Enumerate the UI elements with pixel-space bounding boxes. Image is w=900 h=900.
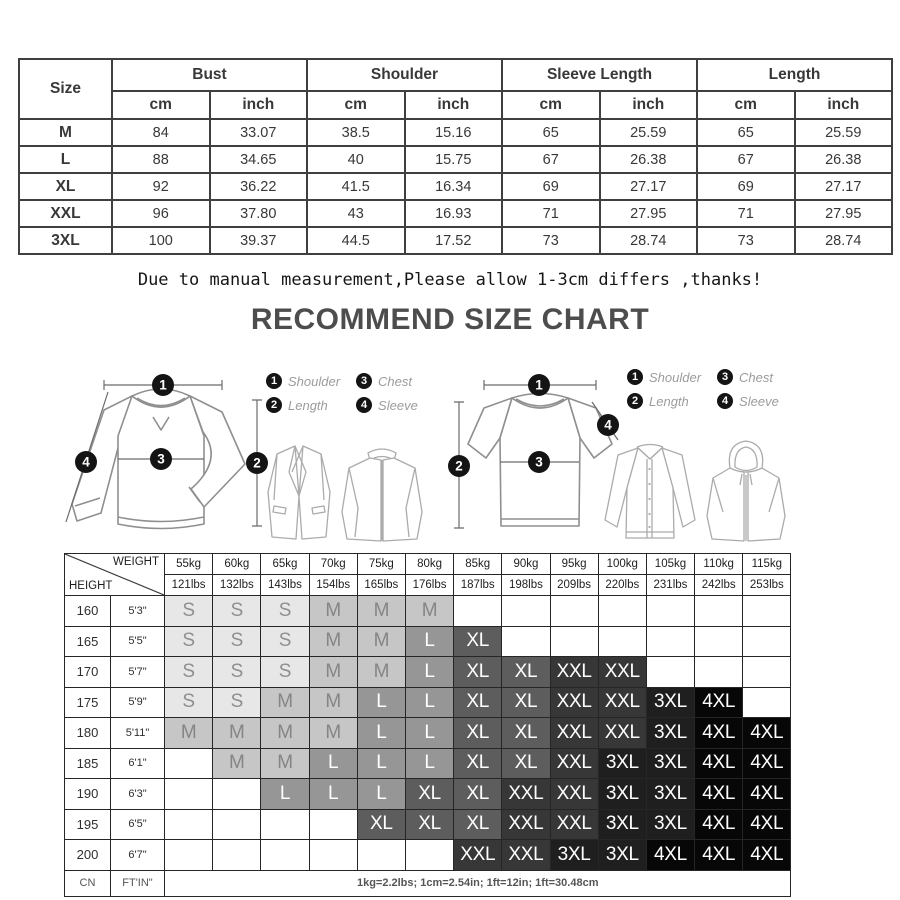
weight-lbs-cell: 198lbs xyxy=(502,575,550,596)
size-label: XL xyxy=(19,173,112,200)
size-cell-s: S xyxy=(213,687,261,718)
measurement-value: 44.5 xyxy=(307,227,405,254)
marker-shoulder-badge xyxy=(152,374,174,396)
size-cell-m: M xyxy=(165,718,213,749)
weight-lbs-cell: 231lbs xyxy=(646,575,694,596)
marker-chest-badge xyxy=(528,451,550,473)
legend-number-badge: 2 xyxy=(266,397,282,413)
matrix-footer-row xyxy=(65,870,791,896)
jacket-figure xyxy=(336,440,428,545)
size-cell-4xl: 4XL xyxy=(695,779,743,810)
size-cell-s: S xyxy=(165,687,213,718)
conversion-note: 1kg=2.2lbs; 1cm=2.54in; 1ft=12in; 1ft=30.48cm xyxy=(165,870,791,896)
size-cell-xl: XL xyxy=(405,779,453,810)
legend-number-badge: 3 xyxy=(356,373,372,389)
size-cell-l: L xyxy=(357,718,405,749)
legend-label: Chest xyxy=(739,369,774,385)
measure-legend-left xyxy=(266,373,418,413)
size-cell-empty xyxy=(695,657,743,688)
measurement-value: 71 xyxy=(502,200,600,227)
size-cell-l: L xyxy=(261,779,309,810)
size-cell-3xl: 3XL xyxy=(646,748,694,779)
size-table-row xyxy=(19,119,892,146)
size-cell-xl: XL xyxy=(454,748,502,779)
measurement-value: 28.74 xyxy=(795,227,893,254)
measurement-value: 15.16 xyxy=(405,119,503,146)
measurement-value: 27.95 xyxy=(600,200,698,227)
weight-lbs-cell: 132lbs xyxy=(213,575,261,596)
weight-lbs-cell: 154lbs xyxy=(309,575,357,596)
size-cell-l: L xyxy=(309,748,357,779)
measurement-value: 27.17 xyxy=(600,173,698,200)
button-shirt-icon xyxy=(600,442,700,544)
size-cell-3xl: 3XL xyxy=(598,809,646,840)
marker-shoulder-badge xyxy=(528,374,550,396)
size-cell-s: S xyxy=(165,657,213,688)
size-cell-empty xyxy=(646,596,694,627)
measurement-value: 73 xyxy=(697,227,795,254)
legend-number-badge: 4 xyxy=(356,397,372,413)
zip-jacket-icon xyxy=(336,440,428,545)
hoodie-figure xyxy=(700,438,792,545)
measure-group-header: Shoulder xyxy=(307,59,502,91)
cn-unit-label: CN xyxy=(65,870,111,896)
unit-header: cm xyxy=(502,91,600,119)
size-cell-s: S xyxy=(213,596,261,627)
legend-label: Shoulder xyxy=(649,369,702,385)
measurement-value: 65 xyxy=(502,119,600,146)
measurement-value: 67 xyxy=(502,146,600,173)
size-table-unit-header-row xyxy=(19,91,892,119)
size-cell-xl: XL xyxy=(502,687,550,718)
measurement-value: 92 xyxy=(112,173,210,200)
measure-group-header: Length xyxy=(697,59,892,91)
weight-kg-cell: 60kg xyxy=(213,554,261,575)
size-cell-empty xyxy=(646,626,694,657)
size-cell-3xl: 3XL xyxy=(646,718,694,749)
weight-kg-cell: 110kg xyxy=(695,554,743,575)
size-cell-3xl: 3XL xyxy=(646,779,694,810)
svg-text:1: 1 xyxy=(159,377,167,393)
size-cell-s: S xyxy=(213,657,261,688)
legend-label: Chest xyxy=(378,373,413,389)
legend-number-badge: 4 xyxy=(717,393,733,409)
weight-lbs-cell: 187lbs xyxy=(454,575,502,596)
size-cell-empty xyxy=(309,840,357,871)
legend-number-badge: 2 xyxy=(627,393,643,409)
height-cm-cell: 175 xyxy=(65,687,111,718)
size-cell-s: S xyxy=(261,626,309,657)
size-cell-empty xyxy=(261,840,309,871)
size-cell-empty xyxy=(213,809,261,840)
ftin-unit-label: FT'IN" xyxy=(111,870,165,896)
height-cm-cell: 165 xyxy=(65,626,111,657)
size-cell-xxl: XXL xyxy=(550,779,598,810)
size-cell-xxl: XXL xyxy=(502,840,550,871)
size-cell-empty xyxy=(165,840,213,871)
height-ftin-cell: 5'3" xyxy=(111,596,165,627)
height-ftin-cell: 6'7" xyxy=(111,840,165,871)
matrix-row xyxy=(65,809,791,840)
weight-kg-cell: 80kg xyxy=(405,554,453,575)
size-cell-4xl: 4XL xyxy=(743,809,791,840)
size-cell-3xl: 3XL xyxy=(646,809,694,840)
measurement-value: 34.65 xyxy=(210,146,308,173)
height-weight-corner xyxy=(65,554,165,596)
size-cell-empty xyxy=(261,809,309,840)
size-cell-l: L xyxy=(357,687,405,718)
shirt-figure xyxy=(600,442,700,544)
size-table-row xyxy=(19,173,892,200)
legend-number-badge: 1 xyxy=(266,373,282,389)
size-cell-xl: XL xyxy=(405,809,453,840)
size-cell-empty xyxy=(454,596,502,627)
measurement-value: 69 xyxy=(502,173,600,200)
weight-lbs-cell: 220lbs xyxy=(598,575,646,596)
matrix-row xyxy=(65,687,791,718)
weight-kg-cell: 105kg xyxy=(646,554,694,575)
weight-kg-cell: 90kg xyxy=(502,554,550,575)
size-cell-3xl: 3XL xyxy=(550,840,598,871)
measurement-value: 27.95 xyxy=(795,200,893,227)
blazer-icon xyxy=(263,442,335,544)
measurement-value: 15.75 xyxy=(405,146,503,173)
size-cell-empty xyxy=(405,840,453,871)
legend-number-badge: 3 xyxy=(717,369,733,385)
height-cm-cell: 190 xyxy=(65,779,111,810)
unit-header: inch xyxy=(600,91,698,119)
size-cell-empty xyxy=(165,779,213,810)
height-cm-cell: 195 xyxy=(65,809,111,840)
matrix-weight-lbs-row xyxy=(65,575,791,596)
measurement-value: 25.59 xyxy=(795,119,893,146)
measure-legend-right xyxy=(627,369,779,409)
size-label: L xyxy=(19,146,112,173)
size-cell-l: L xyxy=(405,748,453,779)
weight-lbs-cell: 165lbs xyxy=(357,575,405,596)
size-cell-empty xyxy=(695,626,743,657)
size-cell-4xl: 4XL xyxy=(743,748,791,779)
size-cell-xl: XL xyxy=(502,657,550,688)
size-cell-m: M xyxy=(357,626,405,657)
svg-text:1: 1 xyxy=(535,377,543,393)
weight-kg-cell: 85kg xyxy=(454,554,502,575)
size-cell-m: M xyxy=(309,687,357,718)
height-ftin-cell: 5'7" xyxy=(111,657,165,688)
size-cell-m: M xyxy=(261,718,309,749)
size-cell-m: M xyxy=(405,596,453,627)
matrix-row xyxy=(65,626,791,657)
size-cell-xl: XL xyxy=(454,809,502,840)
size-cell-empty xyxy=(165,809,213,840)
size-cell-empty xyxy=(743,657,791,688)
size-cell-xl: XL xyxy=(454,626,502,657)
measurement-value: 25.59 xyxy=(600,119,698,146)
size-cell-xxl: XXL xyxy=(454,840,502,871)
svg-text:4: 4 xyxy=(82,454,90,470)
size-cell-m: M xyxy=(213,718,261,749)
size-cell-s: S xyxy=(261,596,309,627)
svg-text:2: 2 xyxy=(455,458,463,474)
size-cell-xl: XL xyxy=(502,718,550,749)
weight-kg-cell: 75kg xyxy=(357,554,405,575)
size-cell-m: M xyxy=(309,718,357,749)
size-table-row xyxy=(19,146,892,173)
legend-item-shoulder xyxy=(266,373,340,389)
size-cell-xl: XL xyxy=(454,687,502,718)
size-cell-xxl: XXL xyxy=(550,748,598,779)
legend-item-shoulder xyxy=(627,369,701,385)
weight-axis-label: WEIGHT xyxy=(113,556,159,568)
size-cell-s: S xyxy=(165,596,213,627)
height-cm-cell: 200 xyxy=(65,840,111,871)
measurement-note: Due to manual measurement,Please allow 1-3cm differs ,thanks! xyxy=(137,270,763,290)
size-cell-xl: XL xyxy=(454,718,502,749)
matrix-row xyxy=(65,596,791,627)
size-cell-m: M xyxy=(309,626,357,657)
height-ftin-cell: 5'9" xyxy=(111,687,165,718)
size-cell-empty xyxy=(213,779,261,810)
height-cm-cell: 185 xyxy=(65,748,111,779)
size-cell-4xl: 4XL xyxy=(743,840,791,871)
matrix-row xyxy=(65,657,791,688)
size-cell-l: L xyxy=(357,779,405,810)
measure-group-header: Sleeve Length xyxy=(502,59,697,91)
marker-length-badge xyxy=(448,455,470,477)
height-ftin-cell: 6'5" xyxy=(111,809,165,840)
measurement-table xyxy=(18,58,893,255)
size-cell-xxl: XXL xyxy=(598,687,646,718)
marker-sleeve-badge xyxy=(75,451,97,473)
size-label: M xyxy=(19,119,112,146)
weight-lbs-cell: 253lbs xyxy=(743,575,791,596)
unit-header: cm xyxy=(697,91,795,119)
size-cell-xl: XL xyxy=(454,779,502,810)
matrix-row xyxy=(65,840,791,871)
size-cell-3xl: 3XL xyxy=(598,840,646,871)
size-cell-xxl: XXL xyxy=(598,718,646,749)
legend-label: Length xyxy=(288,397,328,413)
measurement-value: 73 xyxy=(502,227,600,254)
size-cell-empty xyxy=(646,657,694,688)
size-cell-4xl: 4XL xyxy=(695,840,743,871)
measurement-value: 39.37 xyxy=(210,227,308,254)
height-ftin-cell: 6'1" xyxy=(111,748,165,779)
legend-label: Sleeve xyxy=(378,397,418,413)
size-cell-empty xyxy=(309,809,357,840)
height-ftin-cell: 5'11" xyxy=(111,718,165,749)
measurement-value: 38.5 xyxy=(307,119,405,146)
size-column-header: Size xyxy=(19,59,112,119)
size-cell-empty xyxy=(213,840,261,871)
size-cell-empty xyxy=(743,626,791,657)
matrix-row xyxy=(65,779,791,810)
size-cell-4xl: 4XL xyxy=(743,779,791,810)
matrix-row xyxy=(65,748,791,779)
height-axis-label: HEIGHT xyxy=(69,580,113,592)
measurement-value: 96 xyxy=(112,200,210,227)
size-cell-3xl: 3XL xyxy=(598,779,646,810)
size-cell-xl: XL xyxy=(454,657,502,688)
size-cell-m: M xyxy=(357,596,405,627)
size-label: XXL xyxy=(19,200,112,227)
size-table-row xyxy=(19,200,892,227)
size-cell-xxl: XXL xyxy=(598,657,646,688)
weight-kg-cell: 55kg xyxy=(165,554,213,575)
size-cell-xxl: XXL xyxy=(550,718,598,749)
size-cell-l: L xyxy=(357,748,405,779)
measurement-value: 40 xyxy=(307,146,405,173)
size-cell-xxl: XXL xyxy=(502,779,550,810)
measurement-value: 67 xyxy=(697,146,795,173)
measurement-value: 69 xyxy=(697,173,795,200)
svg-text:2: 2 xyxy=(253,455,261,471)
page-title: RECOMMEND SIZE CHART xyxy=(250,303,650,336)
recommend-size-matrix xyxy=(64,553,791,897)
height-cm-cell: 180 xyxy=(65,718,111,749)
size-cell-s: S xyxy=(213,626,261,657)
measurement-value: 33.07 xyxy=(210,119,308,146)
size-cell-s: S xyxy=(165,626,213,657)
measurement-value: 71 xyxy=(697,200,795,227)
size-cell-empty xyxy=(743,687,791,718)
size-cell-4xl: 4XL xyxy=(743,718,791,749)
weight-lbs-cell: 121lbs xyxy=(165,575,213,596)
size-cell-empty xyxy=(357,840,405,871)
matrix-row xyxy=(65,718,791,749)
legend-item-chest xyxy=(356,373,418,389)
size-cell-l: L xyxy=(309,779,357,810)
size-cell-empty xyxy=(165,748,213,779)
height-ftin-cell: 5'5" xyxy=(111,626,165,657)
weight-kg-cell: 95kg xyxy=(550,554,598,575)
size-cell-xl: XL xyxy=(357,809,405,840)
marker-chest-badge xyxy=(150,448,172,470)
weight-lbs-cell: 176lbs xyxy=(405,575,453,596)
unit-header: cm xyxy=(112,91,210,119)
size-cell-m: M xyxy=(261,687,309,718)
legend-item-chest xyxy=(717,369,779,385)
size-label: 3XL xyxy=(19,227,112,254)
unit-header: inch xyxy=(795,91,893,119)
weight-lbs-cell: 242lbs xyxy=(695,575,743,596)
size-cell-xxl: XXL xyxy=(550,687,598,718)
legend-item-length xyxy=(266,397,340,413)
unit-header: inch xyxy=(405,91,503,119)
size-cell-m: M xyxy=(261,748,309,779)
height-cm-cell: 170 xyxy=(65,657,111,688)
size-table-group-header-row xyxy=(19,59,892,91)
measurement-value: 84 xyxy=(112,119,210,146)
legend-item-sleeve xyxy=(356,397,418,413)
weight-kg-cell: 100kg xyxy=(598,554,646,575)
size-cell-xxl: XXL xyxy=(502,809,550,840)
size-cell-empty xyxy=(695,596,743,627)
size-cell-4xl: 4XL xyxy=(695,718,743,749)
size-cell-4xl: 4XL xyxy=(646,840,694,871)
size-cell-3xl: 3XL xyxy=(598,748,646,779)
measurement-value: 17.52 xyxy=(405,227,503,254)
measurement-value: 43 xyxy=(307,200,405,227)
size-cell-empty xyxy=(502,626,550,657)
height-cm-cell: 160 xyxy=(65,596,111,627)
size-cell-s: S xyxy=(261,657,309,688)
measurement-value: 65 xyxy=(697,119,795,146)
svg-text:3: 3 xyxy=(535,454,543,470)
sweatshirt-measure-figure xyxy=(56,376,268,548)
size-cell-empty xyxy=(550,626,598,657)
svg-text:4: 4 xyxy=(604,417,612,433)
size-cell-4xl: 4XL xyxy=(695,687,743,718)
svg-text:3: 3 xyxy=(157,451,165,467)
sweatshirt-icon xyxy=(56,376,268,548)
blazer-figure xyxy=(263,442,335,544)
weight-kg-cell: 65kg xyxy=(261,554,309,575)
unit-header: cm xyxy=(307,91,405,119)
measurement-value: 28.74 xyxy=(600,227,698,254)
size-cell-xxl: XXL xyxy=(550,809,598,840)
size-cell-m: M xyxy=(309,657,357,688)
measurement-value: 36.22 xyxy=(210,173,308,200)
size-cell-l: L xyxy=(405,626,453,657)
legend-label: Shoulder xyxy=(288,373,341,389)
size-cell-empty xyxy=(502,596,550,627)
weight-kg-cell: 115kg xyxy=(743,554,791,575)
size-cell-xl: XL xyxy=(502,748,550,779)
legend-item-sleeve xyxy=(717,393,779,409)
measurement-value: 26.38 xyxy=(600,146,698,173)
measurement-value: 26.38 xyxy=(795,146,893,173)
size-cell-m: M xyxy=(309,596,357,627)
measurement-value: 37.80 xyxy=(210,200,308,227)
matrix-weight-kg-row xyxy=(65,554,791,575)
measurement-value: 88 xyxy=(112,146,210,173)
size-cell-empty xyxy=(550,596,598,627)
size-cell-4xl: 4XL xyxy=(695,809,743,840)
measurement-value: 41.5 xyxy=(307,173,405,200)
size-cell-empty xyxy=(743,596,791,627)
measure-group-header: Bust xyxy=(112,59,307,91)
measurement-value: 16.34 xyxy=(405,173,503,200)
weight-kg-cell: 70kg xyxy=(309,554,357,575)
size-cell-3xl: 3XL xyxy=(646,687,694,718)
legend-label: Sleeve xyxy=(739,393,779,409)
weight-lbs-cell: 209lbs xyxy=(550,575,598,596)
marker-sleeve-badge xyxy=(597,414,619,436)
size-cell-empty xyxy=(598,626,646,657)
size-table-row xyxy=(19,227,892,254)
size-cell-m: M xyxy=(357,657,405,688)
hoodie-icon xyxy=(700,438,792,545)
size-cell-xxl: XXL xyxy=(550,657,598,688)
legend-label: Length xyxy=(649,393,689,409)
legend-item-length xyxy=(627,393,701,409)
legend-number-badge: 1 xyxy=(627,369,643,385)
weight-lbs-cell: 143lbs xyxy=(261,575,309,596)
size-cell-l: L xyxy=(405,687,453,718)
measurement-value: 100 xyxy=(112,227,210,254)
size-cell-4xl: 4XL xyxy=(695,748,743,779)
measurement-value: 16.93 xyxy=(405,200,503,227)
size-cell-empty xyxy=(598,596,646,627)
size-cell-l: L xyxy=(405,657,453,688)
unit-header: inch xyxy=(210,91,308,119)
size-cell-m: M xyxy=(213,748,261,779)
measurement-value: 27.17 xyxy=(795,173,893,200)
size-cell-l: L xyxy=(405,718,453,749)
height-ftin-cell: 6'3" xyxy=(111,779,165,810)
